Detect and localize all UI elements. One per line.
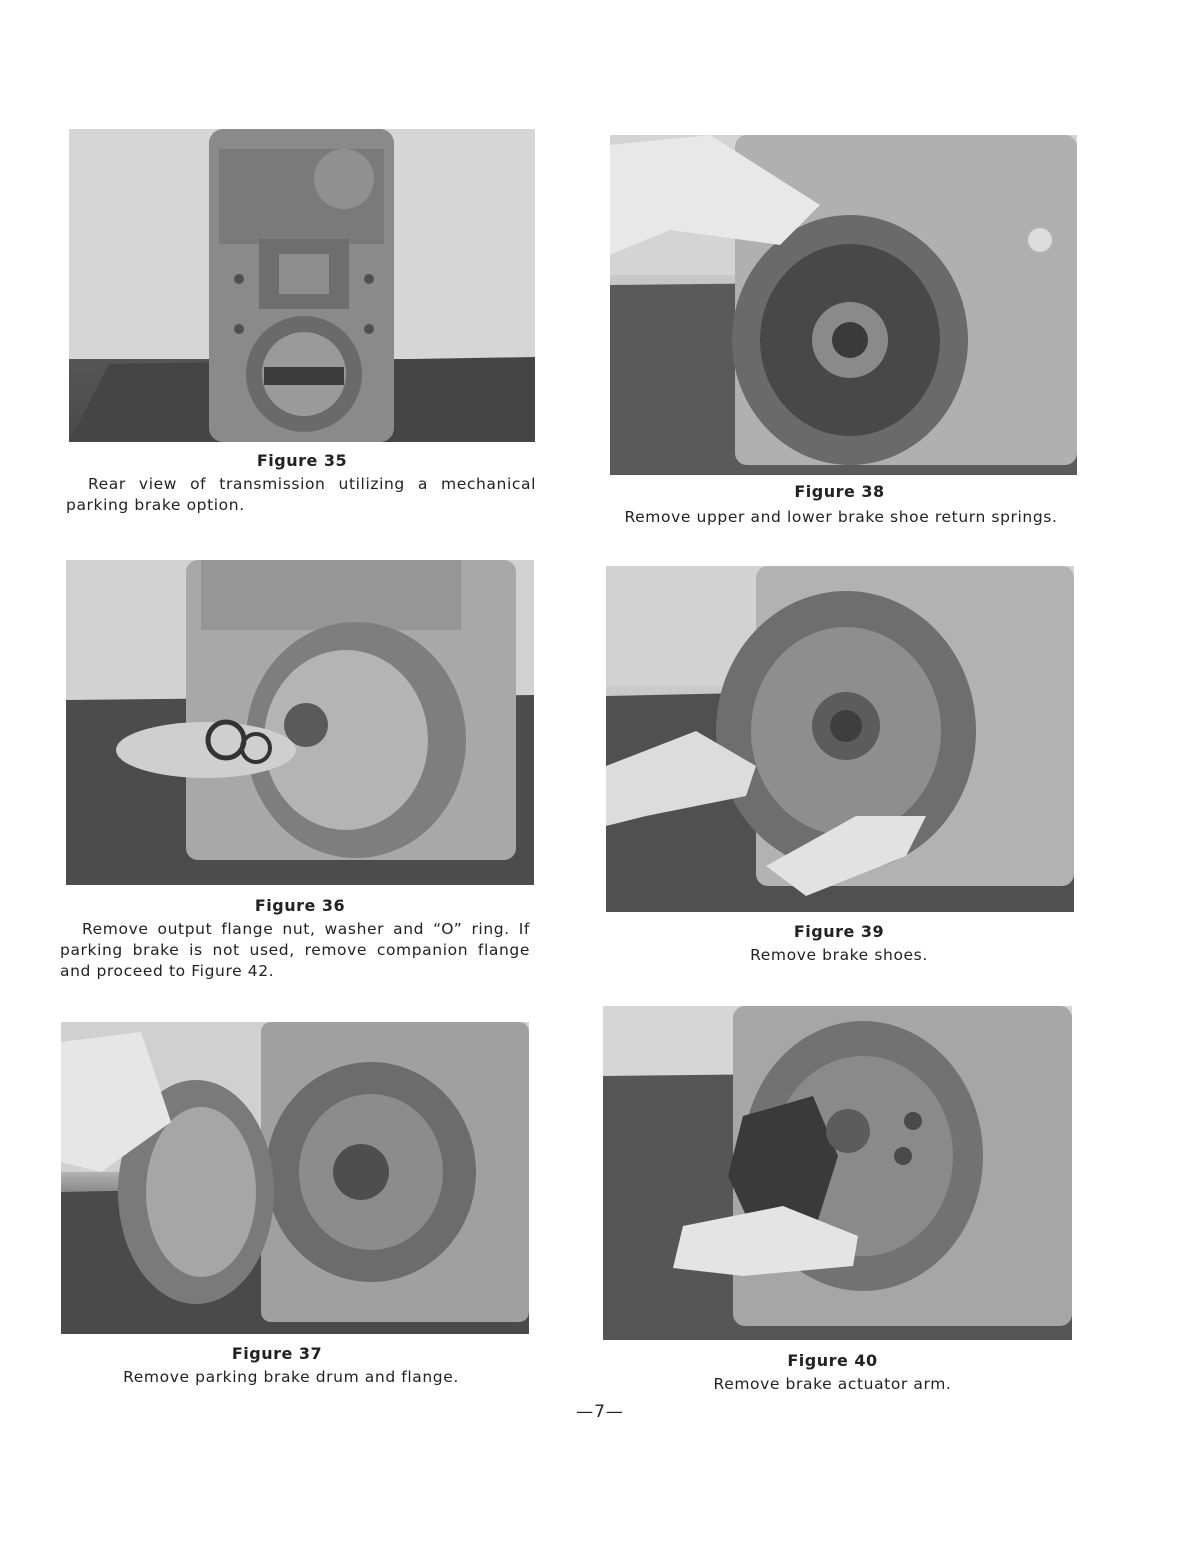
figure-37-title: Figure 37 — [231, 1344, 323, 1363]
figure-40-title: Figure 40 — [787, 1351, 878, 1370]
figure-35-photo — [69, 129, 535, 442]
figure-39-title: Figure 39 — [793, 922, 885, 941]
page-number: —7— — [576, 1402, 624, 1422]
figure-35-title: Figure 35 — [256, 451, 348, 470]
figure-38-title: Figure 38 — [794, 482, 885, 501]
figure-40-photo — [603, 1006, 1072, 1340]
figure-38-caption: Remove upper and lower brake shoe return springs. — [624, 508, 1058, 526]
figure-39-photo — [606, 566, 1074, 912]
figure-37-caption: Remove parking brake drum and flange. — [123, 1368, 459, 1386]
figure-39-caption: Remove brake shoes. — [750, 946, 928, 964]
figure-37-photo — [61, 1022, 529, 1334]
figure-35-caption: Rear view of transmission utilizing a mechanical parking brake option. — [66, 475, 536, 514]
figure-38-photo — [610, 135, 1077, 475]
figure-36-caption: Remove output flange nut, washer and “O” ring. If parking brake is not used, remove companion flange and proceed to Figure 42. — [60, 920, 530, 980]
figure-36-title: Figure 36 — [254, 896, 346, 915]
figure-36-photo — [66, 560, 534, 885]
figure-40-caption: Remove brake actuator arm. — [713, 1375, 952, 1393]
